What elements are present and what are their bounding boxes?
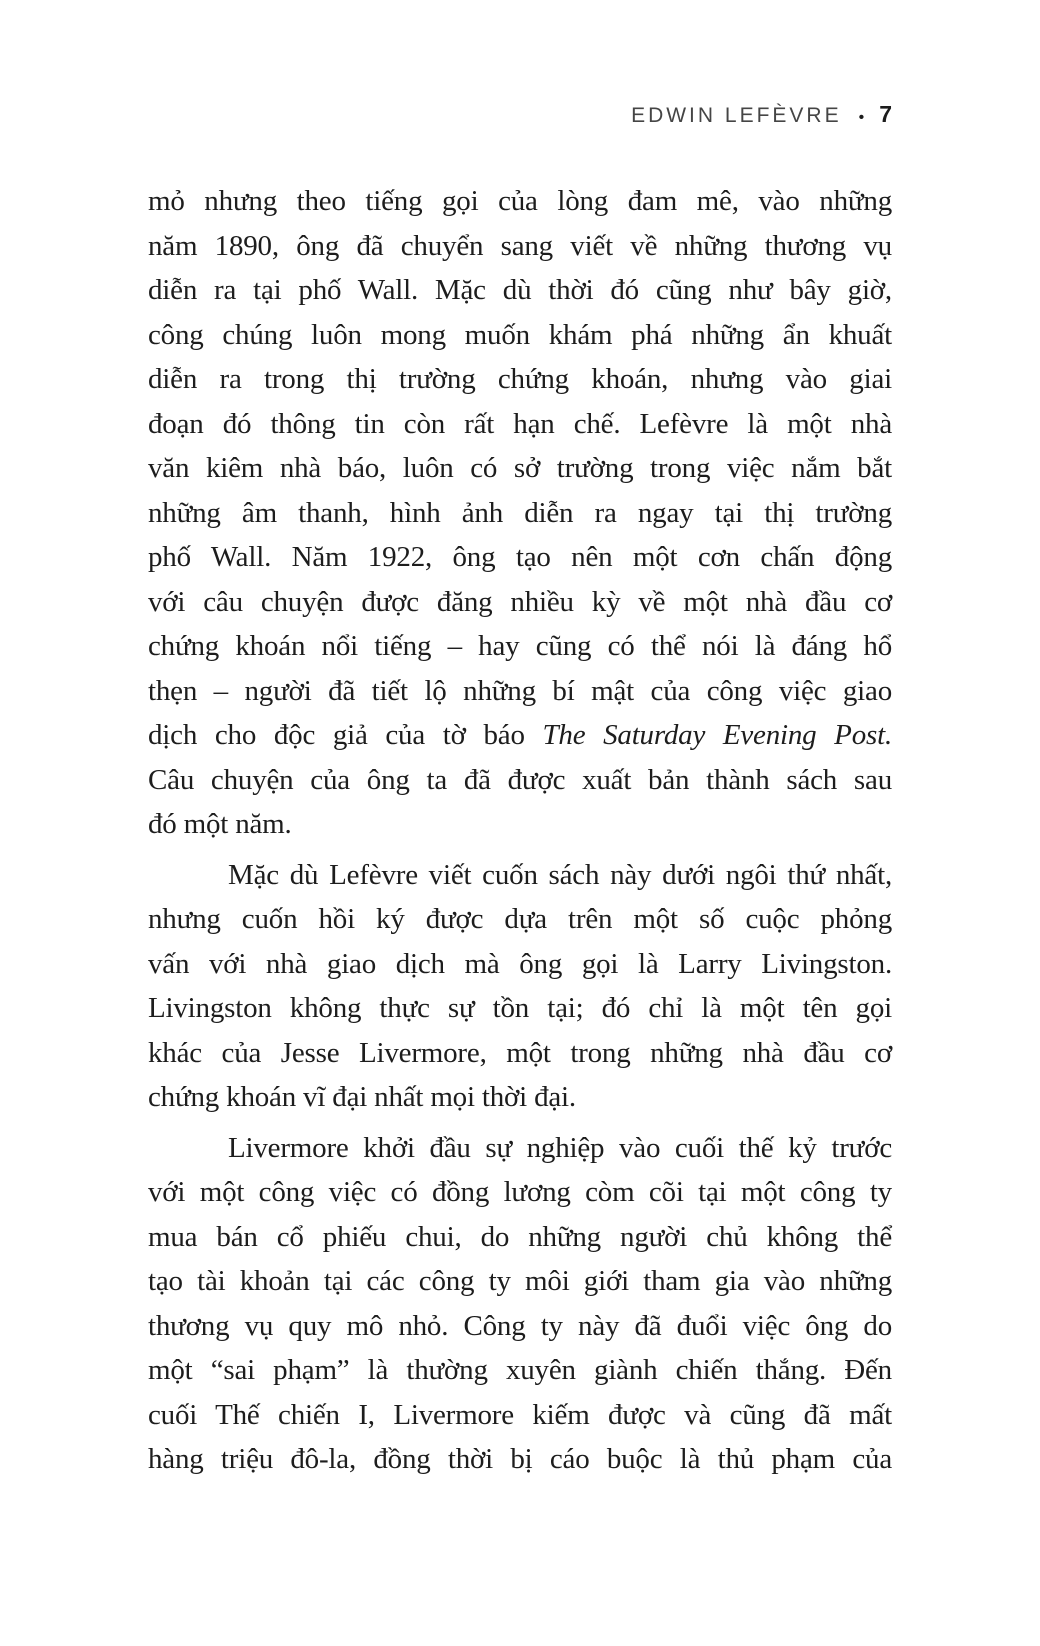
italic-publication-title: The Saturday Evening Post. <box>542 719 892 751</box>
text-line <box>148 758 892 803</box>
text-run: Mặc dù Lefèvre viết cuốn sách này dưới ngôi thứ nhất, <box>228 858 892 891</box>
bullet-separator-icon: • <box>858 109 865 126</box>
text-run: hàng triệu đô-la, đồng thời bị cáo buộc là thủ phạm của <box>148 1443 892 1475</box>
text-line <box>148 1259 892 1304</box>
author-name: EDWIN LEFÈVRE <box>631 104 842 127</box>
text-run: thương vụ quy mô nhỏ. Công ty này đã đuổi việc ông do <box>148 1309 892 1342</box>
text-line <box>148 986 892 1031</box>
text-run: thẹn – người đã tiết lộ những bí mật của công việc giao <box>148 674 892 707</box>
text-run: phố Wall. Năm 1922, ông tạo nên một cơn chấn động <box>148 541 892 573</box>
text-line <box>148 1215 892 1260</box>
text-line <box>148 446 892 491</box>
text-run: những âm thanh, hình ảnh diễn ra ngay tại thị trường <box>148 496 892 529</box>
text-run: Livermore khởi đầu sự nghiệp vào cuối thế kỷ trước <box>228 1131 892 1164</box>
text-line <box>148 624 892 669</box>
text-line <box>148 179 892 224</box>
text-line <box>148 402 892 447</box>
text-run: với câu chuyện được đăng nhiều kỳ về một nhà đầu cơ <box>148 585 892 618</box>
text-line <box>148 853 892 898</box>
text-line <box>148 357 892 402</box>
text-line <box>148 1437 892 1482</box>
text-run: diễn ra trong thị trường chứng khoán, nhưng vào giai <box>148 363 892 395</box>
text-run: nhưng cuốn hồi ký được dựa trên một số cuộc phỏng <box>148 903 892 935</box>
text-run: đoạn đó thông tin còn rất hạn chế. Lefèvre là một nhà <box>148 407 892 440</box>
text-run: với một công việc có đồng lương còm cõi tại một công ty <box>148 1176 892 1208</box>
text-line <box>148 1031 892 1076</box>
page-number: 7 <box>879 101 892 127</box>
text-line <box>148 713 892 758</box>
text-line <box>148 1075 892 1120</box>
text-line <box>148 897 892 942</box>
text-line <box>148 942 892 987</box>
text-line <box>148 535 892 580</box>
text-line <box>148 268 892 313</box>
text-run: cuối Thế chiến I, Livermore kiếm được và cũng đã mất <box>148 1398 892 1431</box>
text-run: công chúng luôn mong muốn khám phá những ẩn khuất <box>148 318 892 351</box>
text-run: diễn ra tại phố Wall. Mặc dù thời đó cũng như bây giờ, <box>148 274 892 306</box>
page-header <box>631 101 892 128</box>
text-run: Câu chuyện của ông ta đã được xuất bản thành sách sau <box>148 763 892 796</box>
page-body <box>148 179 892 1482</box>
text-run: mỏ nhưng theo tiếng gọi của lòng đam mê, vào những <box>148 185 892 217</box>
text-line <box>148 1304 892 1349</box>
text-line <box>148 669 892 714</box>
text-run: vấn với nhà giao dịch mà ông gọi là Larry Livingston. <box>148 947 892 980</box>
text-run: chứng khoán vĩ đại nhất mọi thời đại. <box>148 1081 576 1113</box>
text-run: khác của Jesse Livermore, một trong những nhà đầu cơ <box>148 1036 892 1069</box>
text-run: chứng khoán nổi tiếng – hay cũng có thể nói là đáng hổ <box>148 630 892 662</box>
text-run: dịch cho độc giả của tờ báo <box>148 719 543 751</box>
text-run: Livingston không thực sự tồn tại; đó chỉ là một tên gọi <box>148 992 892 1024</box>
text-run: một “sai phạm” là thường xuyên giành chiến thắng. Đến <box>148 1354 892 1386</box>
text-run: văn kiêm nhà báo, luôn có sở trường trong việc nắm bắt <box>148 452 892 484</box>
text-line <box>148 1126 892 1171</box>
text-run: đó một năm. <box>148 808 292 840</box>
text-run: tạo tài khoản tại các công ty môi giới tham gia vào những <box>148 1265 892 1297</box>
text-run: mua bán cổ phiếu chui, do những người chủ không thể <box>148 1220 892 1253</box>
text-line <box>148 491 892 536</box>
text-line <box>148 802 892 847</box>
text-line <box>148 1348 892 1393</box>
text-line <box>148 224 892 269</box>
text-line <box>148 313 892 358</box>
text-run: năm 1890, ông đã chuyển sang viết về những thương vụ <box>148 229 892 262</box>
paragraph <box>148 853 892 1120</box>
paragraph <box>148 179 892 847</box>
text-line <box>148 1170 892 1215</box>
paragraph <box>148 1126 892 1482</box>
text-line <box>148 580 892 625</box>
text-line <box>148 1393 892 1438</box>
